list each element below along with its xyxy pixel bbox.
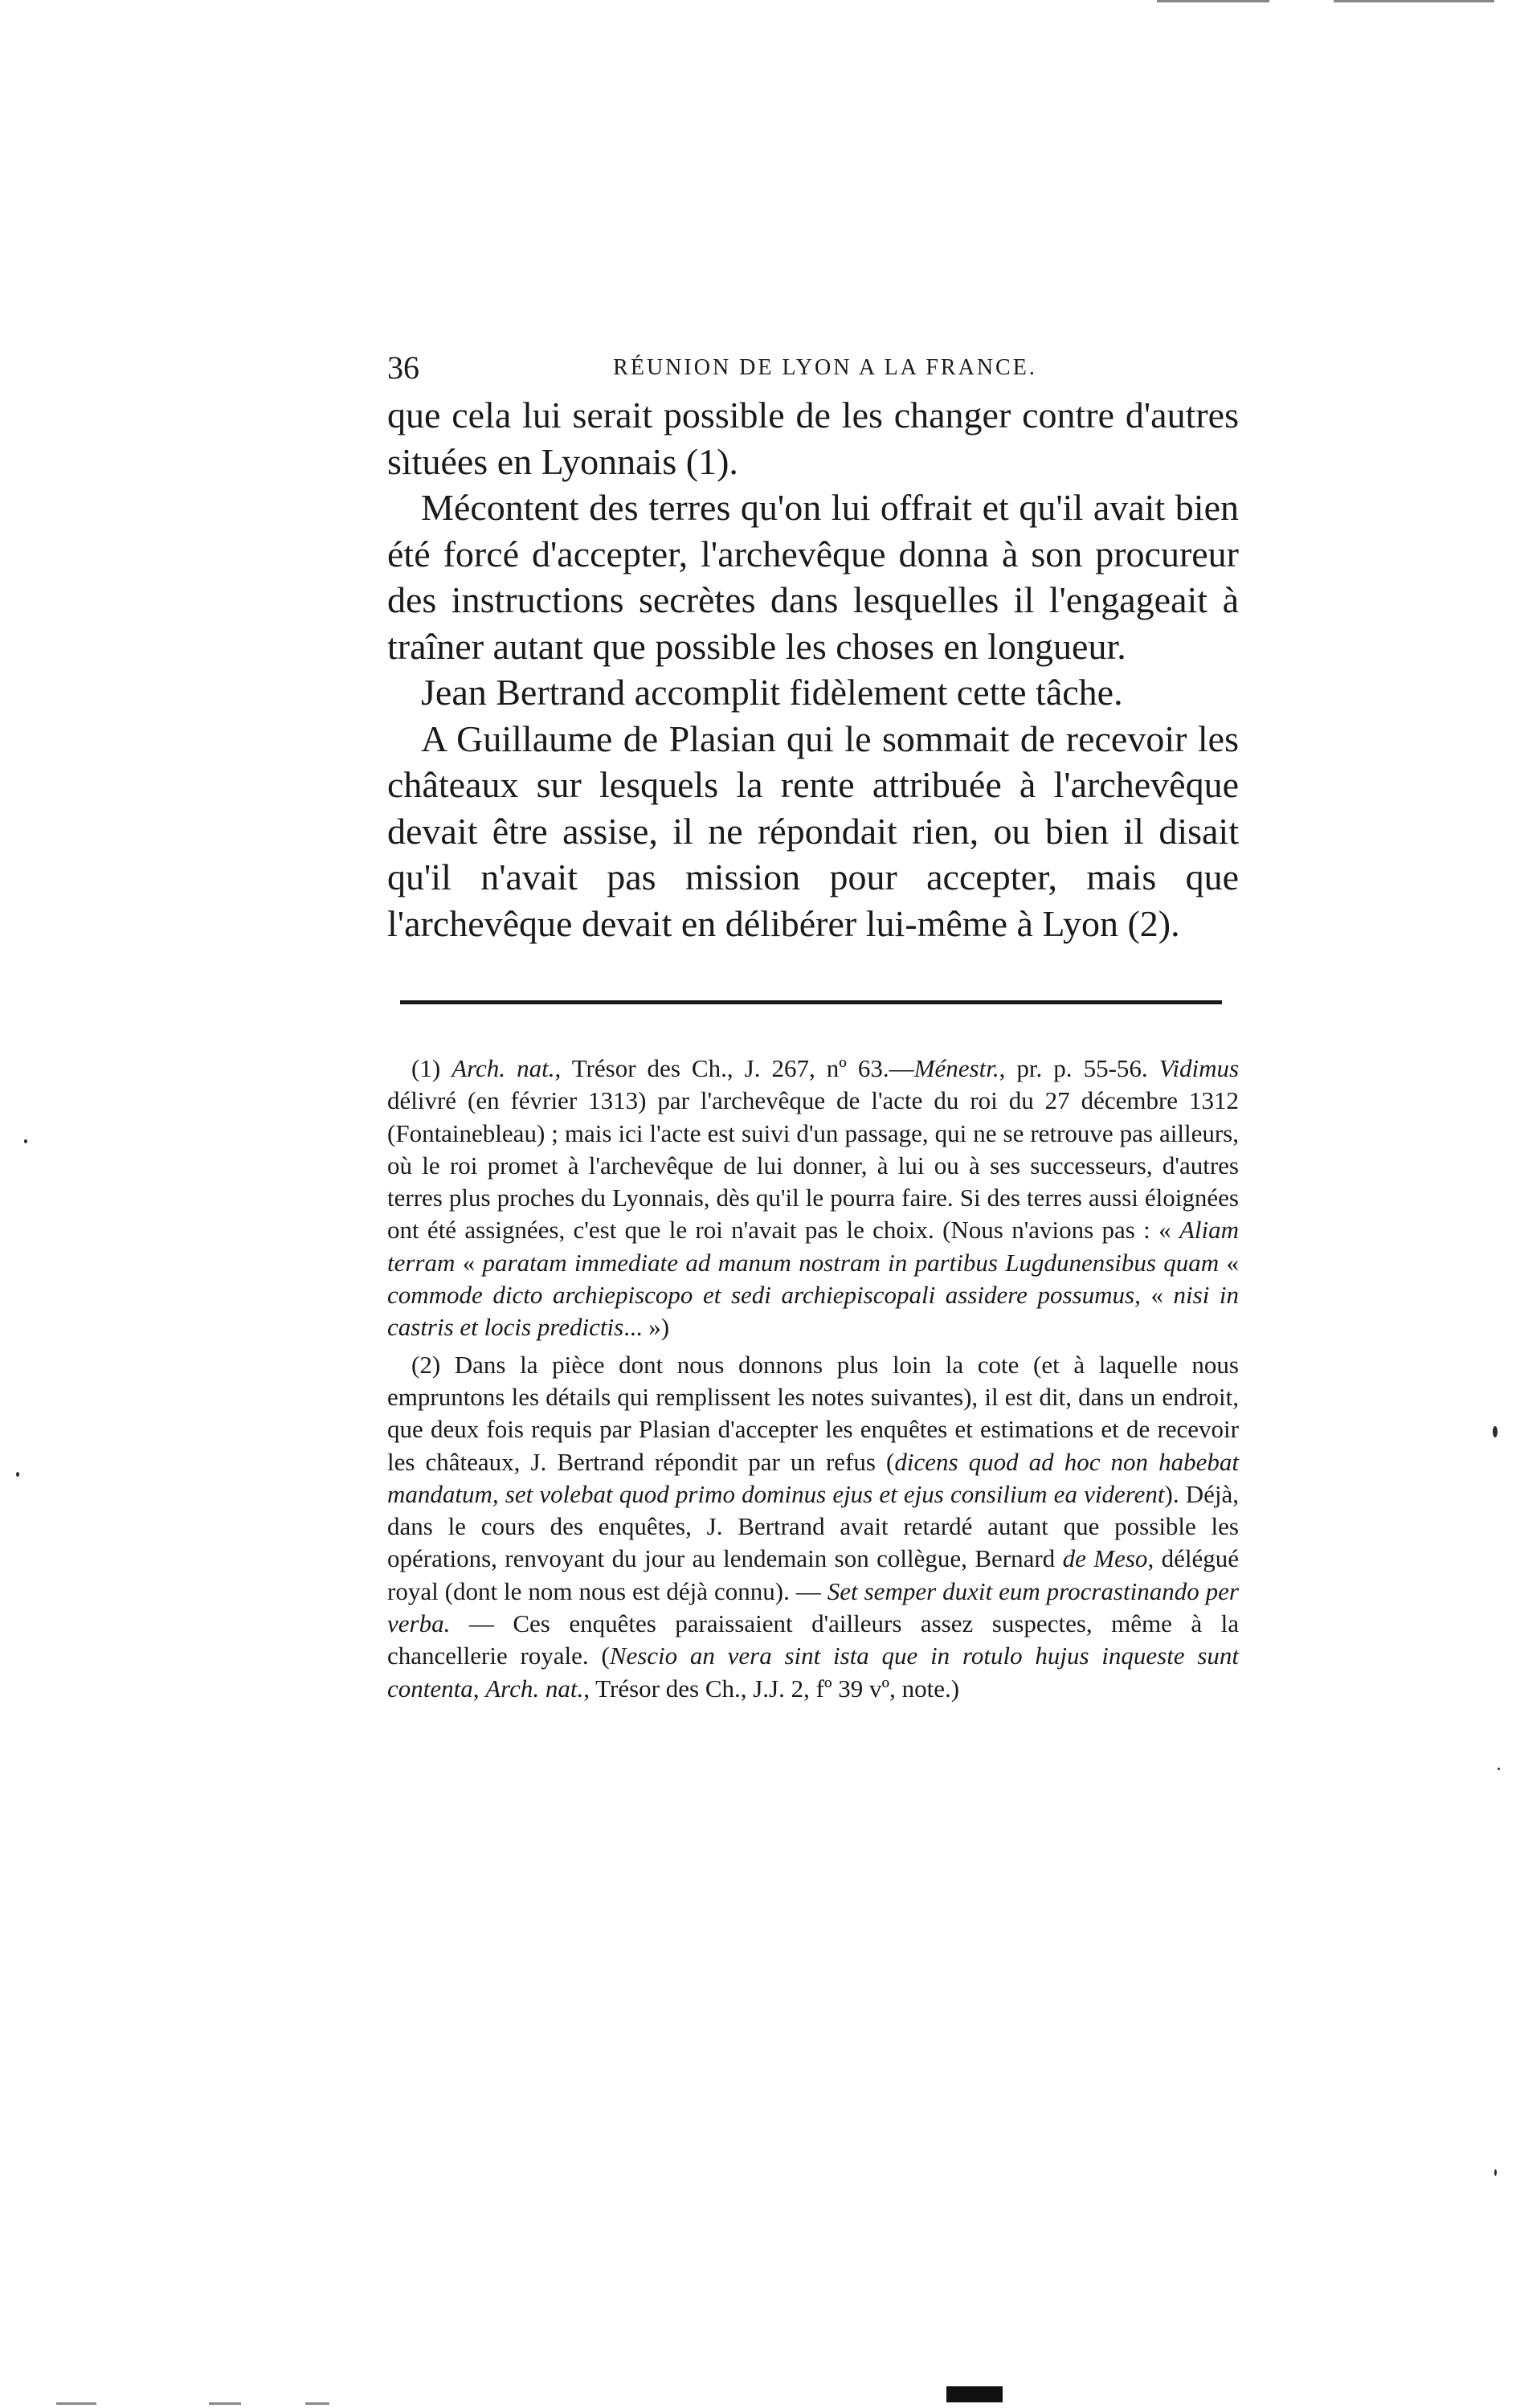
paragraph: A Guillaume de Plasian qui le sommait de recevoir les châteaux sur lesquels la rente attribuée à l'archevêque devait être assise, il ne répondait rien, ou bien il disait qu'il n'avait pas mission pour accepter, mais que l'archevêque devait en délibérer lui-même à Lyon (2).	[387, 717, 1239, 944]
scan-speck	[1494, 2169, 1497, 2176]
footnote-text: ,	[472, 1674, 486, 1703]
footnote-text: , délégué royal (dont le nom nous est déjà connu). —	[387, 1544, 1239, 1605]
footnote-text: ... »)	[623, 1313, 670, 1342]
scan-speck	[1493, 1426, 1498, 1437]
scan-edge-mark	[1334, 0, 1494, 2]
page-number: 36	[387, 350, 419, 386]
footnote-text: «	[455, 1248, 483, 1277]
footnote-text-italic: paratam immediate ad manum nostram in partibus Lugdunensibus quam	[482, 1248, 1220, 1277]
footnote-text-italic: Set semper duxit eum procrastinando per verba.	[387, 1576, 1239, 1638]
footnote-text-italic: Ménestr.	[913, 1054, 999, 1082]
footnote-divider	[400, 1000, 1222, 1004]
scan-edge-mark	[305, 2402, 329, 2405]
footnote-text: délivré (en février 1313) par l'archevêque de l'acte du roi du 27 décembre 1312 (Fontainebleau) ; mais ici l'acte est suivi d'un passage, qui ne se retrouve pas ailleurs, où le roi promet à l'archevêque de lui donner, à lui ou à ses successeurs, d'autres terres plus proches du Lyonnais, dès qu'il le pourra faire. Si des terres aussi éloignées ont été assignées, c'est que le roi n'avait pas le choix. (Nous n'avions pas : «	[387, 1086, 1239, 1245]
footnote-text: «	[1219, 1248, 1239, 1277]
footnote-marker: (2)	[411, 1350, 441, 1379]
running-head: RÉUNION DE LYON A LA FRANCE.	[613, 355, 1037, 380]
scan-edge-mark	[209, 2402, 241, 2405]
scan-blot	[946, 2386, 1003, 2402]
main-text	[387, 392, 1239, 946]
footnote-text: , Trésor des Ch., J. 267, nº 63.—	[554, 1054, 914, 1082]
footnote-text-italic: de Meso	[1062, 1544, 1148, 1573]
scan-speck	[24, 1139, 27, 1143]
footnote-text-italic: Nescio an vera sint ista que in rotulo hujus inqueste sunt contenta	[387, 1641, 1239, 1703]
scan-edge-mark	[56, 2402, 96, 2405]
page-header	[387, 344, 1239, 392]
footnote-text: Dans la pièce dont nous donnons plus loin la cote (et à laquelle nous empruntons les détails qui remplissent les notes suivantes), il est dit, dans un endroit, que deux fois requis par Plasian d'accepter les enquêtes et estimations et de recevoir les châteaux, J. Bertrand répondit par un refus (	[387, 1350, 1239, 1476]
footnote-2	[387, 1349, 1239, 1705]
footnote-marker: (1)	[411, 1054, 441, 1082]
footnote-text-italic: nisi in castris et locis predictis	[387, 1281, 1240, 1342]
footnote-text: , Trésor des Ch., J.J. 2, fº 39 vº, note.)	[583, 1674, 960, 1703]
paragraph: Jean Bertrand accomplit fidèlement cette tâche.	[421, 672, 1123, 713]
footnote-text-italic: Vidimus	[1158, 1054, 1240, 1082]
footnote-text: ). Déjà, dans le cours des enquêtes, J. Bertrand avait retardé autant que possible les opérations, renvoyant du jour au lendemain son collègue, Bernard	[387, 1479, 1240, 1573]
footnote-text-italic: dicens quod ad hoc non habebat mandatum, set volebat quod primo dominus ejus et ejus consilium ea viderent	[387, 1447, 1239, 1508]
footnote-text-italic: commode dicto archiepiscopo et sedi archiepiscopali assidere possumus,	[387, 1281, 1141, 1310]
footnote-1	[387, 1053, 1239, 1344]
footnote-text-italic: Arch. nat.	[452, 1054, 555, 1082]
paragraph: Mécontent des terres qu'on lui offrait et qu'il avait bien été forcé d'accepter, l'archevêque donna à son procureur des instructions secrètes dans lesquelles il l'engageait à traîner autant que possible les choses en longueur.	[387, 487, 1239, 667]
scan-edge-mark	[1157, 0, 1269, 2]
footnotes	[387, 1053, 1239, 1710]
scan-speck	[16, 1472, 19, 1477]
footnote-text-italic: Aliam terram	[387, 1216, 1239, 1277]
footnote-text: , pr. p. 55-56.	[999, 1054, 1159, 1082]
footnote-text-italic: Arch. nat.	[485, 1674, 584, 1703]
paragraph-continuation: que cela lui serait possible de les changer contre d'autres situées en Lyonnais (1).	[387, 395, 1239, 482]
footnote-text: «	[1140, 1281, 1174, 1310]
footnote-text: — Ces enquêtes paraissaient d'ailleurs assez suspectes, même à la chancellerie royale. (	[387, 1609, 1239, 1670]
scan-speck	[1498, 1768, 1500, 1770]
